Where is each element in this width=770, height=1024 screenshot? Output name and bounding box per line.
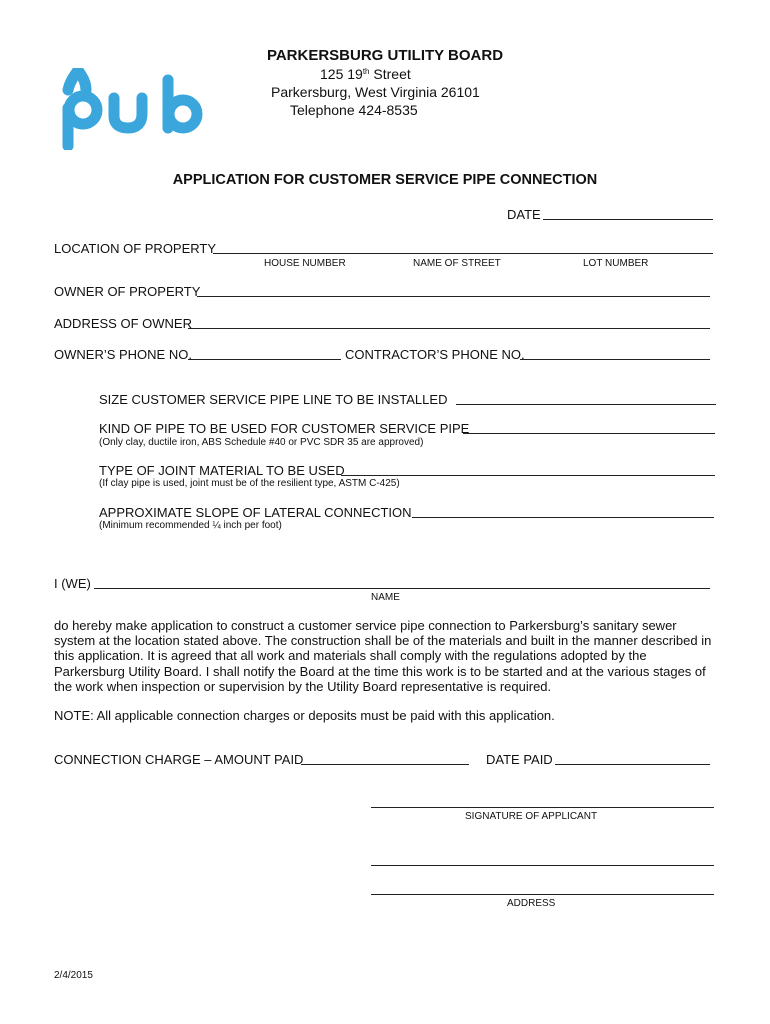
- owner-field[interactable]: [197, 296, 710, 297]
- street-name-caption: NAME OF STREET: [413, 258, 501, 269]
- date-paid-label: DATE PAID: [486, 752, 553, 767]
- date-field[interactable]: [543, 219, 713, 220]
- location-label: LOCATION OF PROPERTY: [54, 241, 217, 256]
- form-title: APPLICATION FOR CUSTOMER SERVICE PIPE CONNECTION: [172, 172, 598, 188]
- pipe-size-field[interactable]: [456, 404, 716, 405]
- joint-material-field[interactable]: [341, 475, 715, 476]
- pipe-kind-note: (Only clay, ductile iron, ABS Schedule #40 or PVC SDR 35 are approved): [99, 437, 424, 448]
- pipe-kind-field[interactable]: [463, 433, 715, 434]
- slope-field[interactable]: [412, 517, 714, 518]
- signature-field[interactable]: [371, 807, 714, 808]
- payment-note: NOTE: All applicable connection charges or deposits must be paid with this application.: [54, 708, 555, 723]
- contractor-phone-field[interactable]: [520, 359, 710, 360]
- telephone: Telephone 424-8535: [290, 102, 418, 118]
- pub-logo: [56, 68, 206, 150]
- i-we-label: I (WE): [54, 576, 91, 591]
- date-paid-field[interactable]: [555, 764, 710, 765]
- pipe-size-label: SIZE CUSTOMER SERVICE PIPE LINE TO BE INSTALLED: [99, 392, 448, 407]
- slope-note: (Minimum recommended ¼ inch per foot): [99, 520, 282, 531]
- joint-note: (If clay pipe is used, joint must be of the resilient type, ASTM C-425): [99, 478, 400, 489]
- org-name: PARKERSBURG UTILITY BOARD: [266, 47, 504, 64]
- connection-charge-label: CONNECTION CHARGE – AMOUNT PAID: [54, 752, 304, 767]
- pipe-kind-label: KIND OF PIPE TO BE USED FOR CUSTOMER SERVICE PIPE: [99, 421, 470, 436]
- name-caption: NAME: [371, 592, 400, 603]
- lot-number-caption: LOT NUMBER: [583, 258, 649, 269]
- applicant-address-line-1[interactable]: [371, 865, 714, 866]
- owner-phone-field[interactable]: [188, 359, 341, 360]
- house-number-caption: HOUSE NUMBER: [264, 258, 346, 269]
- address-caption: ADDRESS: [507, 898, 556, 909]
- location-field[interactable]: [213, 253, 713, 254]
- connection-charge-field[interactable]: [301, 764, 469, 765]
- street-address: 125 19th Street: [320, 66, 411, 82]
- owner-address-label: ADDRESS OF OWNER: [54, 316, 192, 331]
- owner-phone-label: OWNER’S PHONE NO.: [54, 347, 192, 362]
- date-label: DATE: [507, 207, 541, 222]
- slope-label: APPROXIMATE SLOPE OF LATERAL CONNECTION: [99, 505, 412, 520]
- revision-date: 2/4/2015: [54, 970, 93, 981]
- owner-address-field[interactable]: [188, 328, 710, 329]
- application-statement: do hereby make application to construct a customer service pipe connection to Parkersburg’s sanitary sewer system at the location stated above. The construction shall be of the materials and built in the manner described in this application. It is agreed that all work and materials shall comply with the regulations adopted by the Parkersburg Utility Board. I shall notify the Board at the time this work is to be started and at the various stages of the work when inspection or supervision by the Utility Board representative is required.: [54, 618, 712, 694]
- owner-label: OWNER OF PROPERTY: [54, 284, 201, 299]
- signature-caption: SIGNATURE OF APPLICANT: [465, 811, 598, 822]
- applicant-address-line-2[interactable]: [371, 894, 714, 895]
- joint-material-label: TYPE OF JOINT MATERIAL TO BE USED: [99, 463, 345, 478]
- applicant-name-field[interactable]: [94, 588, 710, 589]
- city-state-zip: Parkersburg, West Virginia 26101: [271, 84, 480, 100]
- contractor-phone-label: CONTRACTOR’S PHONE NO.: [345, 347, 525, 362]
